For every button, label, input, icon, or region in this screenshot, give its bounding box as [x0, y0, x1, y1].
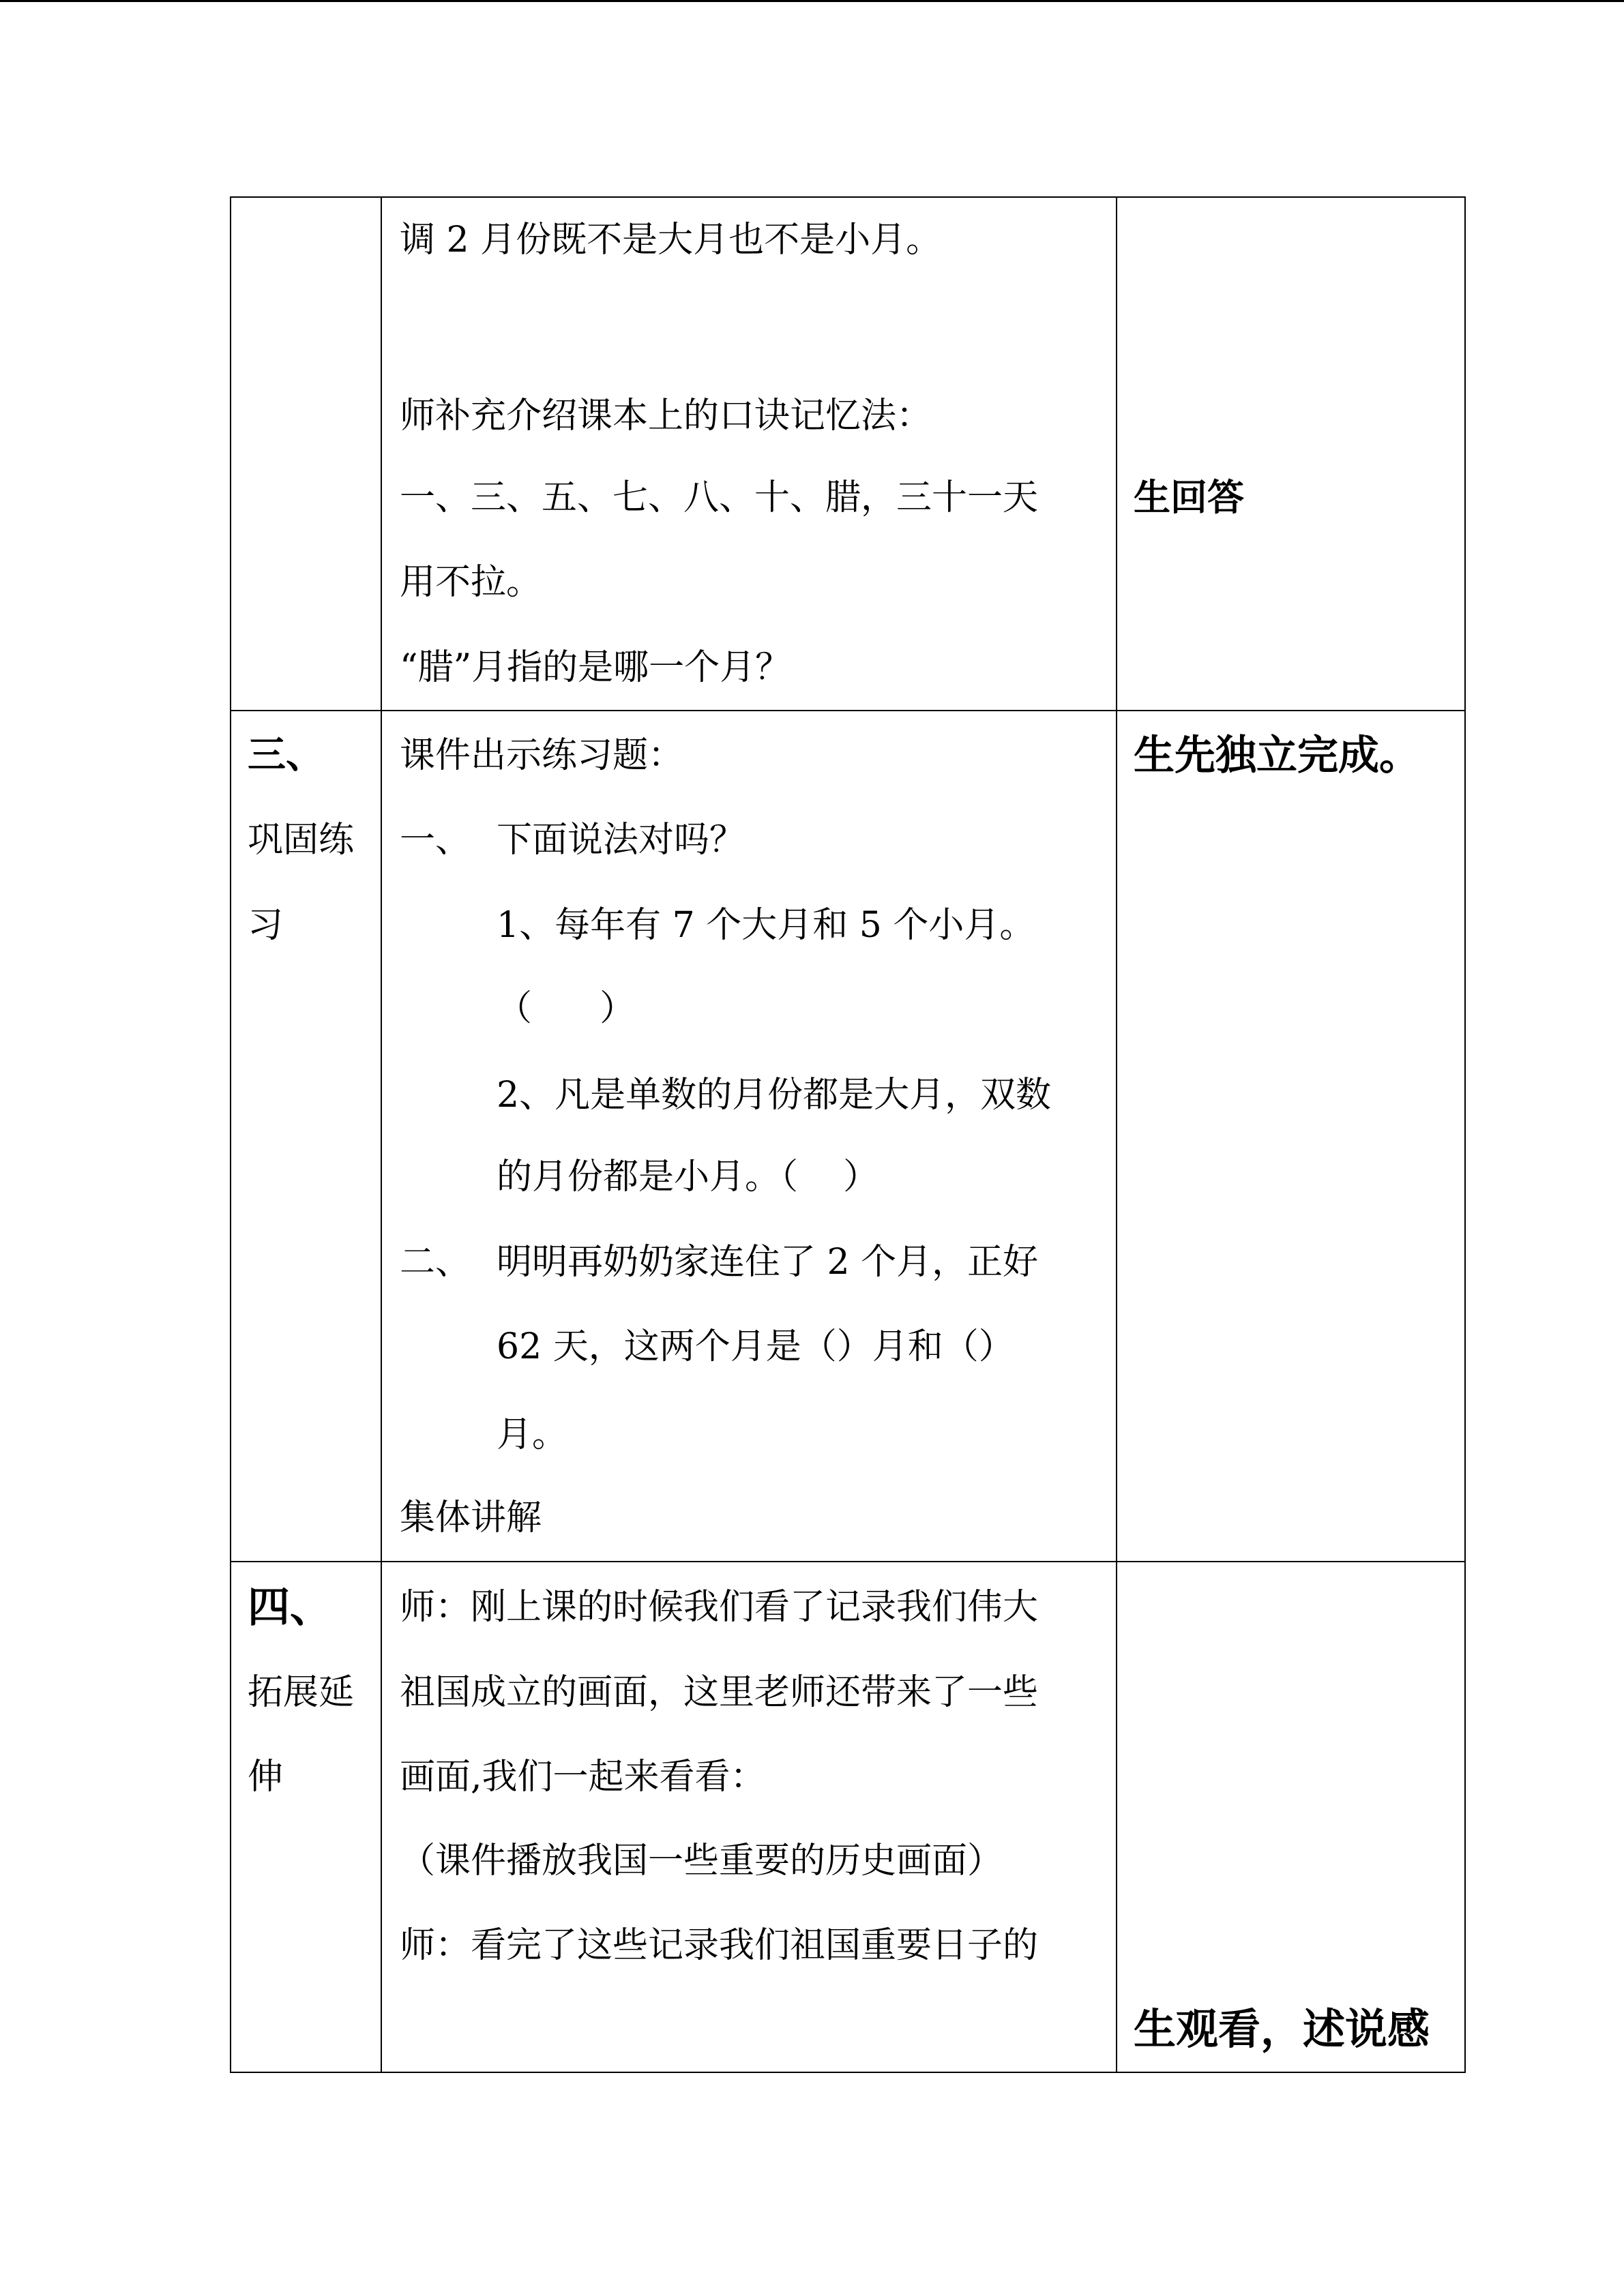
- page-top-rule: [0, 0, 1624, 2]
- exercise-intro: 课件出示练习题：: [400, 735, 684, 776]
- teacher-line: 师补充介绍课本上的口诀记忆法：: [400, 396, 932, 436]
- lesson-plan-table: [230, 196, 1466, 2073]
- student-activity: 生先独立完成。: [1134, 732, 1420, 779]
- row-2-student-cell: [1116, 710, 1466, 1562]
- question-1-line: 1、每年有 7 个大月和 5 个小月。: [497, 905, 1035, 946]
- stage-title-line: 巩固练: [248, 820, 355, 861]
- row-3-teacher-cell: [381, 1561, 1117, 2073]
- stage-title-line: 习: [248, 905, 284, 946]
- question-1-line: （ ）: [497, 988, 636, 1029]
- question-1-marker: 一、: [400, 820, 471, 861]
- row-1-teacher-cell: [381, 196, 1117, 711]
- teacher-line: 师：刚上课的时候我们看了记录我们伟大: [400, 1587, 1039, 1628]
- row-1-student-cell: [1116, 196, 1466, 711]
- question-1-line: 2、凡是单数的月份都是大月，双数: [497, 1075, 1052, 1116]
- teacher-line: （课件播放我国一些重要的历史画面）: [400, 1840, 1003, 1881]
- stage-title-line: 拓展延: [248, 1672, 355, 1713]
- row-2-stage-cell: [230, 710, 382, 1562]
- teacher-line: “腊”月指的是哪一个月？: [400, 647, 791, 688]
- teacher-line: 调 2 月份既不是大月也不是小月。: [400, 220, 942, 260]
- row-2-teacher-cell: [381, 710, 1117, 1562]
- row-3-student-cell: [1116, 1561, 1466, 2073]
- row-1-stage-cell: [230, 196, 382, 711]
- question-2-line: 明明再奶奶家连住了 2 个月，正好: [497, 1242, 1039, 1283]
- teacher-line: 师：看完了这些记录我们祖国重要日子的: [400, 1925, 1039, 1966]
- question-1-text: 下面说法对吗？: [497, 820, 745, 861]
- student-activity: 生观看，述说感: [1134, 2004, 1430, 2054]
- stage-title-line: 伸: [248, 1757, 284, 1798]
- teacher-line: 画面,我们一起来看看：: [400, 1757, 766, 1798]
- row-3-stage-cell: [230, 1561, 382, 2073]
- student-activity: 生回答: [1134, 476, 1244, 519]
- stage-number: 四、: [248, 1582, 333, 1632]
- question-2-line: 62 天，这两个月是（）月和（）: [497, 1326, 1014, 1367]
- teacher-line: 一、三、五、七、八、十、腊，三十一天: [400, 477, 1039, 518]
- exercise-summary: 集体讲解: [400, 1497, 542, 1538]
- question-2-line: 月。: [497, 1414, 568, 1455]
- question-1-line: 的月份都是小月。（ ）: [497, 1157, 879, 1197]
- stage-number: 三、: [248, 733, 324, 777]
- teacher-line: 用不拉。: [400, 562, 542, 603]
- teacher-line: 祖国成立的画面，这里老师还带来了一些: [400, 1672, 1039, 1713]
- question-2-marker: 二、: [400, 1242, 471, 1283]
